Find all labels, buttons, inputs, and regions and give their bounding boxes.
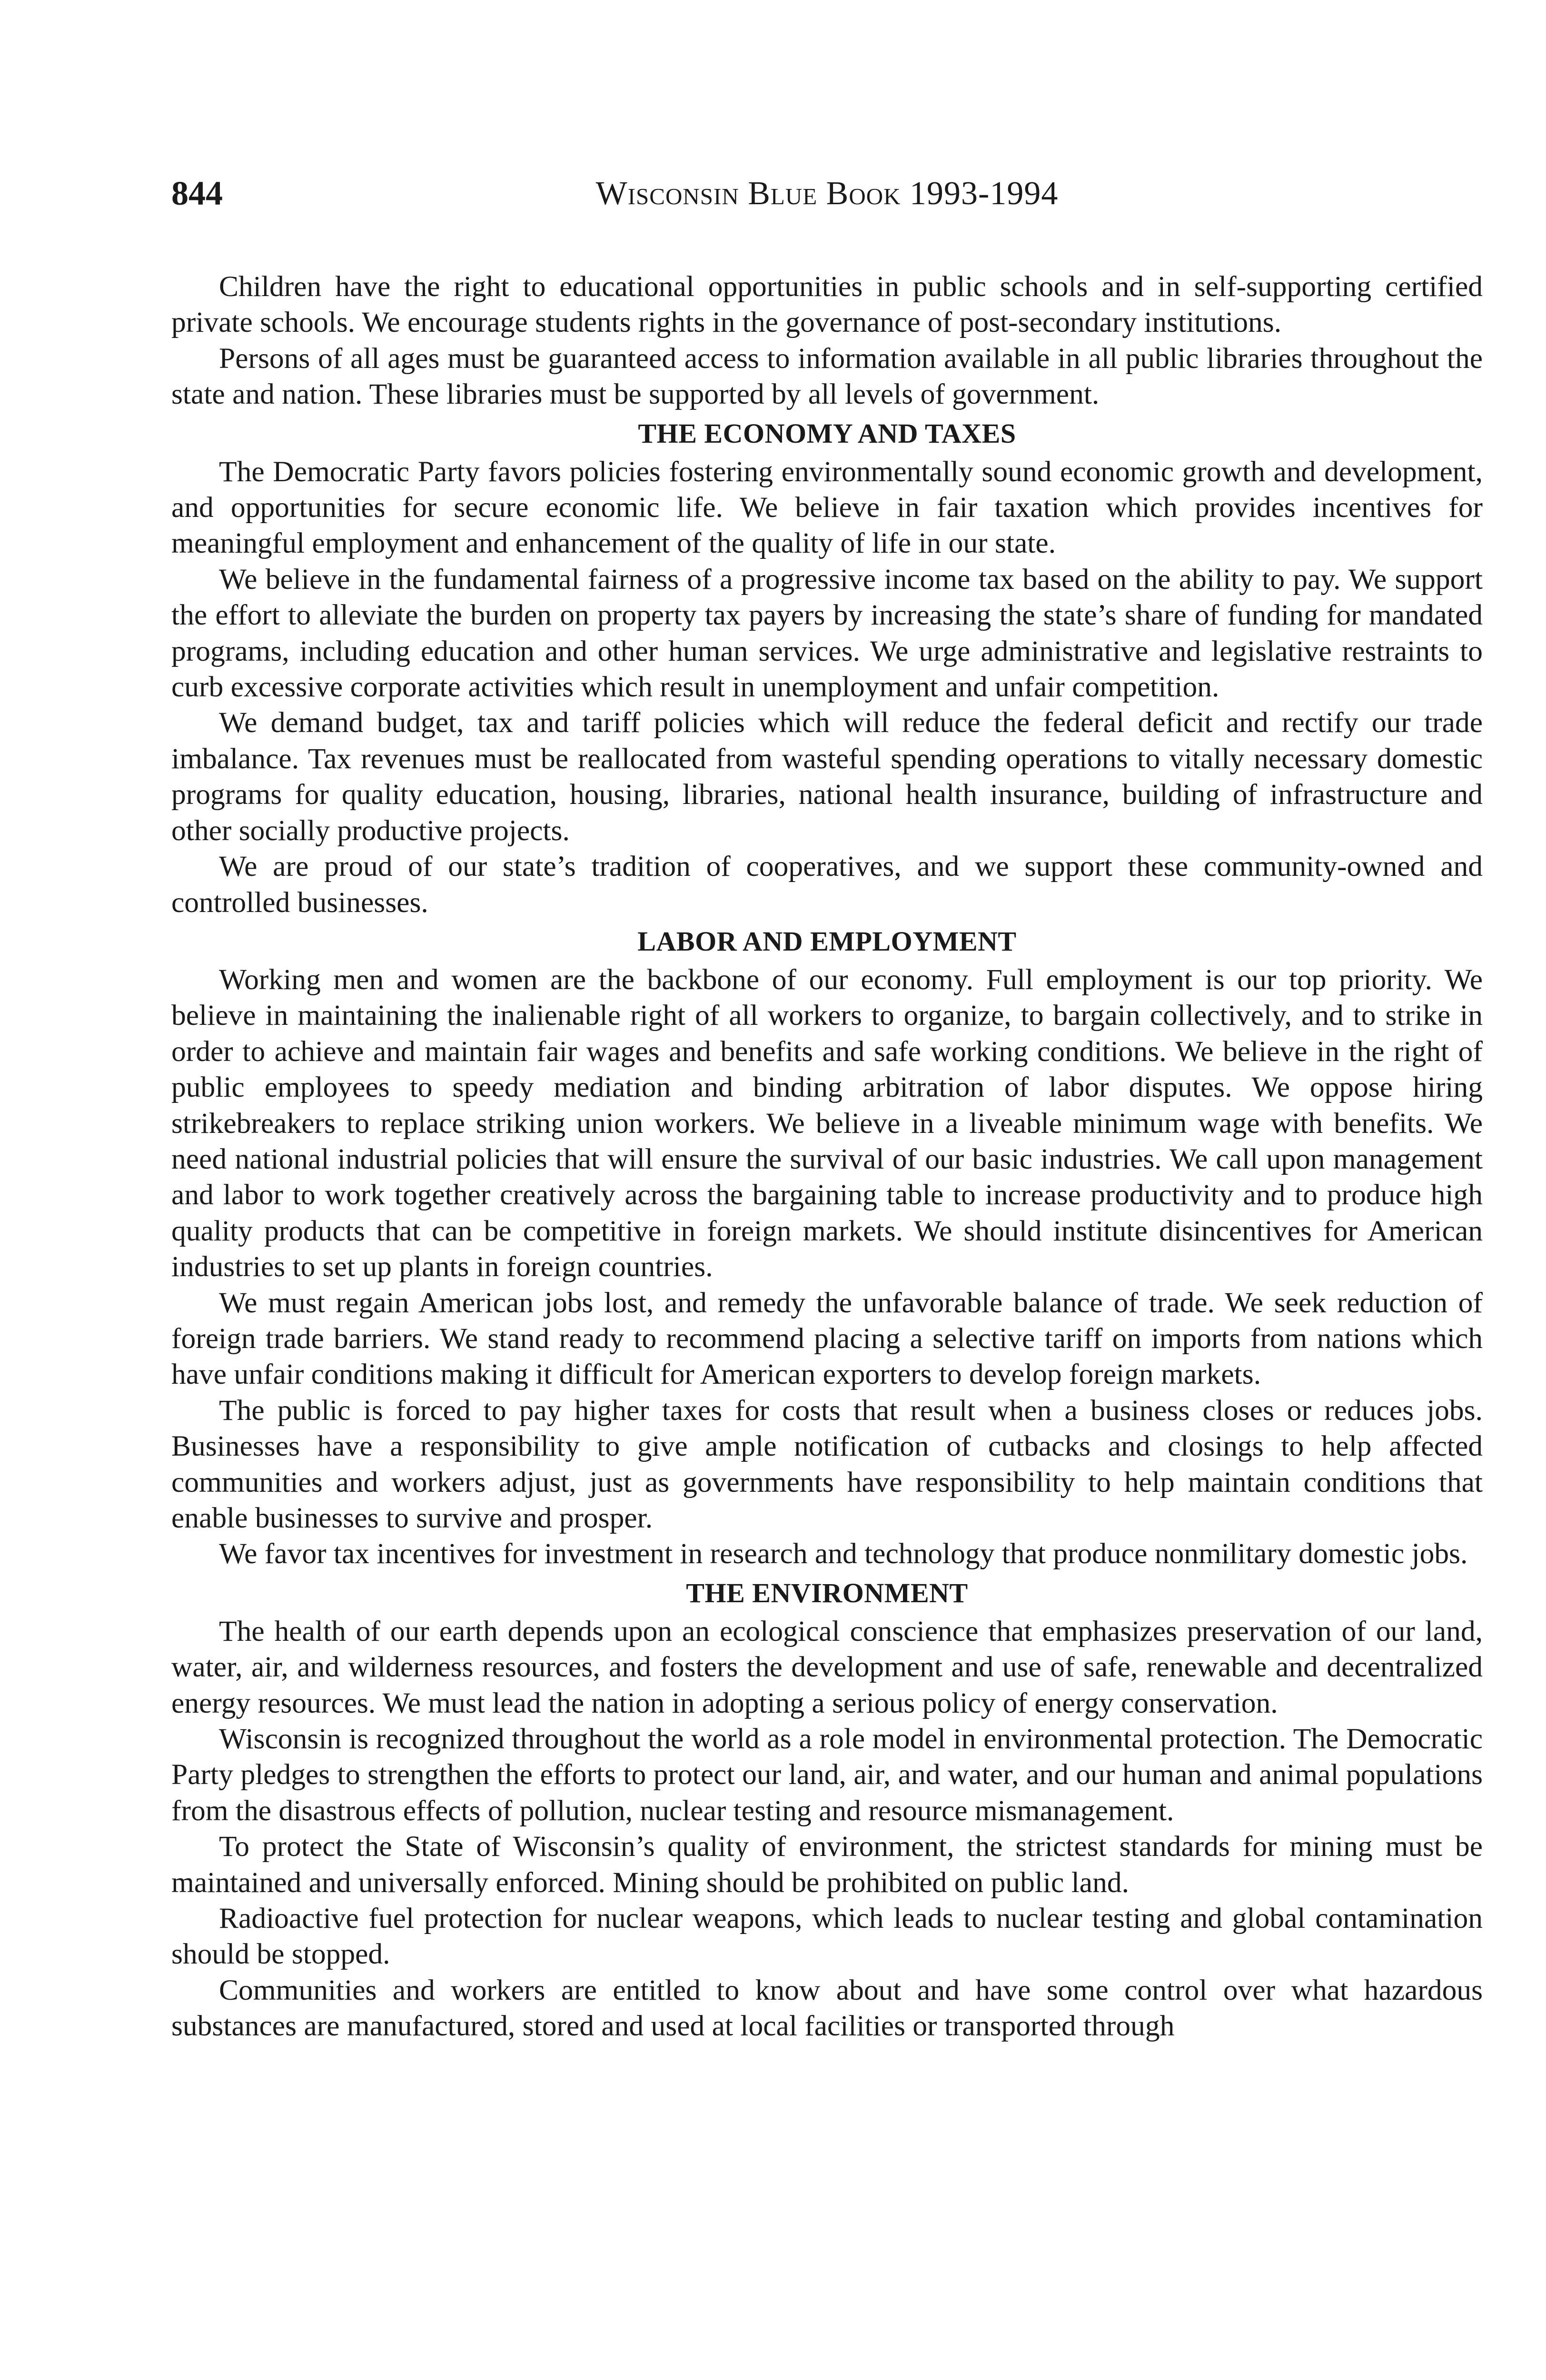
page-number: 844 xyxy=(171,174,223,212)
paragraph: We demand budget, tax and tariff policies which will reduce the federal deficit and rectify our trade imbalance. Tax revenues must be reallocated from wasteful spending operations to vitally necessary domestic programs for quality education, housing, libraries, national health insurance, building of infrastructure and other socially productive projects. xyxy=(171,706,1483,847)
document-page xyxy=(171,176,1483,2044)
paragraph: We believe in the fundamental fairness of a progressive income tax based on the ability to pay. We support the effort to alleviate the burden on property tax payers by increasing the state’s share of funding for mandated programs, including education and other human services. We urge administrative and legislative restraints to curb excessive corporate activities which result in unemployment and unfair competition. xyxy=(171,563,1483,704)
paragraph: We must regain American jobs lost, and remedy the unfavorable balance of trade. We seek reduction of foreign trade barriers. We stand ready to recommend placing a selective tariff on imports from nations which have unfair conditions making it difficult for American exporters to develop foreign markets. xyxy=(171,1286,1483,1391)
paragraph: The Democratic Party favors policies fostering environmentally sound economic growth and development, and opportunities for secure economic life. We believe in fair taxation which provides incentives for meaningful employment and enhancement of the quality of life in our state. xyxy=(171,455,1483,560)
paragraph: To protect the State of Wisconsin’s quality of environment, the strictest standards for mining must be maintained and universally enforced. Mining should be prohibited on public land. xyxy=(171,1830,1483,1899)
paragraph: Working men and women are the backbone of our economy. Full employment is our top priority. We believe in maintaining the inalienable right of all workers to organize, to bargain collectively, and to strike in order to achieve and maintain fair wages and benefits and safe working conditions. We believe in the right of public employees to speedy mediation and binding arbitration of labor disputes. We oppose hiring strikebreakers to replace striking union workers. We believe in a liveable minimum wage with benefits. We need national industrial policies that will ensure the survival of our basic industries. We call upon management and labor to work together creatively across the bargaining table to increase productivity and to produce high quality products that can be competitive in foreign markets. We should institute disincentives for American industries to set up plants in foreign countries. xyxy=(171,963,1483,1283)
paragraph: Persons of all ages must be guaranteed access to information available in all public libraries throughout the state and nation. These libraries must be supported by all levels of government. xyxy=(171,342,1483,411)
body-text xyxy=(171,269,1483,2044)
page-header xyxy=(171,176,1483,228)
paragraph: Radioactive fuel protection for nuclear weapons, which leads to nuclear testing and global contamination should be stopped. xyxy=(171,1902,1483,1971)
paragraph: Wisconsin is recognized throughout the world as a role model in environmental protection. The Democratic Party pledges to strengthen the efforts to protect our land, air, and water, and our human and animal populations from the disastrous effects of pollution, nuclear testing and resource mismanagement. xyxy=(171,1723,1483,1827)
paragraph: We favor tax incentives for investment in research and technology that produce nonmilitary domestic jobs. xyxy=(219,1537,1468,1570)
section-heading-labor-and-employment: LABOR AND EMPLOYMENT xyxy=(637,925,1017,957)
paragraph: The health of our earth depends upon an ecological conscience that emphasizes preservation of our land, water, air, and wilderness resources, and fosters the development and use of safe, renewable and decentralized energy resources. We must lead the nation in adopting a serious policy of energy conservation. xyxy=(171,1615,1483,1719)
section-heading-economy-and-taxes: THE ECONOMY AND TAXES xyxy=(638,417,1016,449)
paragraph: Communities and workers are entitled to know about and have some control over what hazardous substances are manufactured, stored and used at local facilities or transported through xyxy=(171,1973,1483,2043)
running-title: Wisconsin Blue Book 1993-1994 xyxy=(595,175,1059,212)
paragraph: We are proud of our state’s tradition of cooperatives, and we support these community-owned and controlled businesses. xyxy=(171,850,1483,919)
paragraph: The public is forced to pay higher taxes for costs that result when a business closes or reduces jobs. Businesses have a responsibility to give ample notification of cutbacks and closings to help affected communities and workers adjust, just as governments have responsibility to help maintain conditions that enable businesses to survive and prosper. xyxy=(171,1394,1483,1534)
section-heading-environment: THE ENVIRONMENT xyxy=(686,1577,968,1608)
paragraph: Children have the right to educational opportunities in public schools and in self-supporting certified private schools. We encourage students rights in the governance of post-secondary institutions. xyxy=(171,270,1483,339)
